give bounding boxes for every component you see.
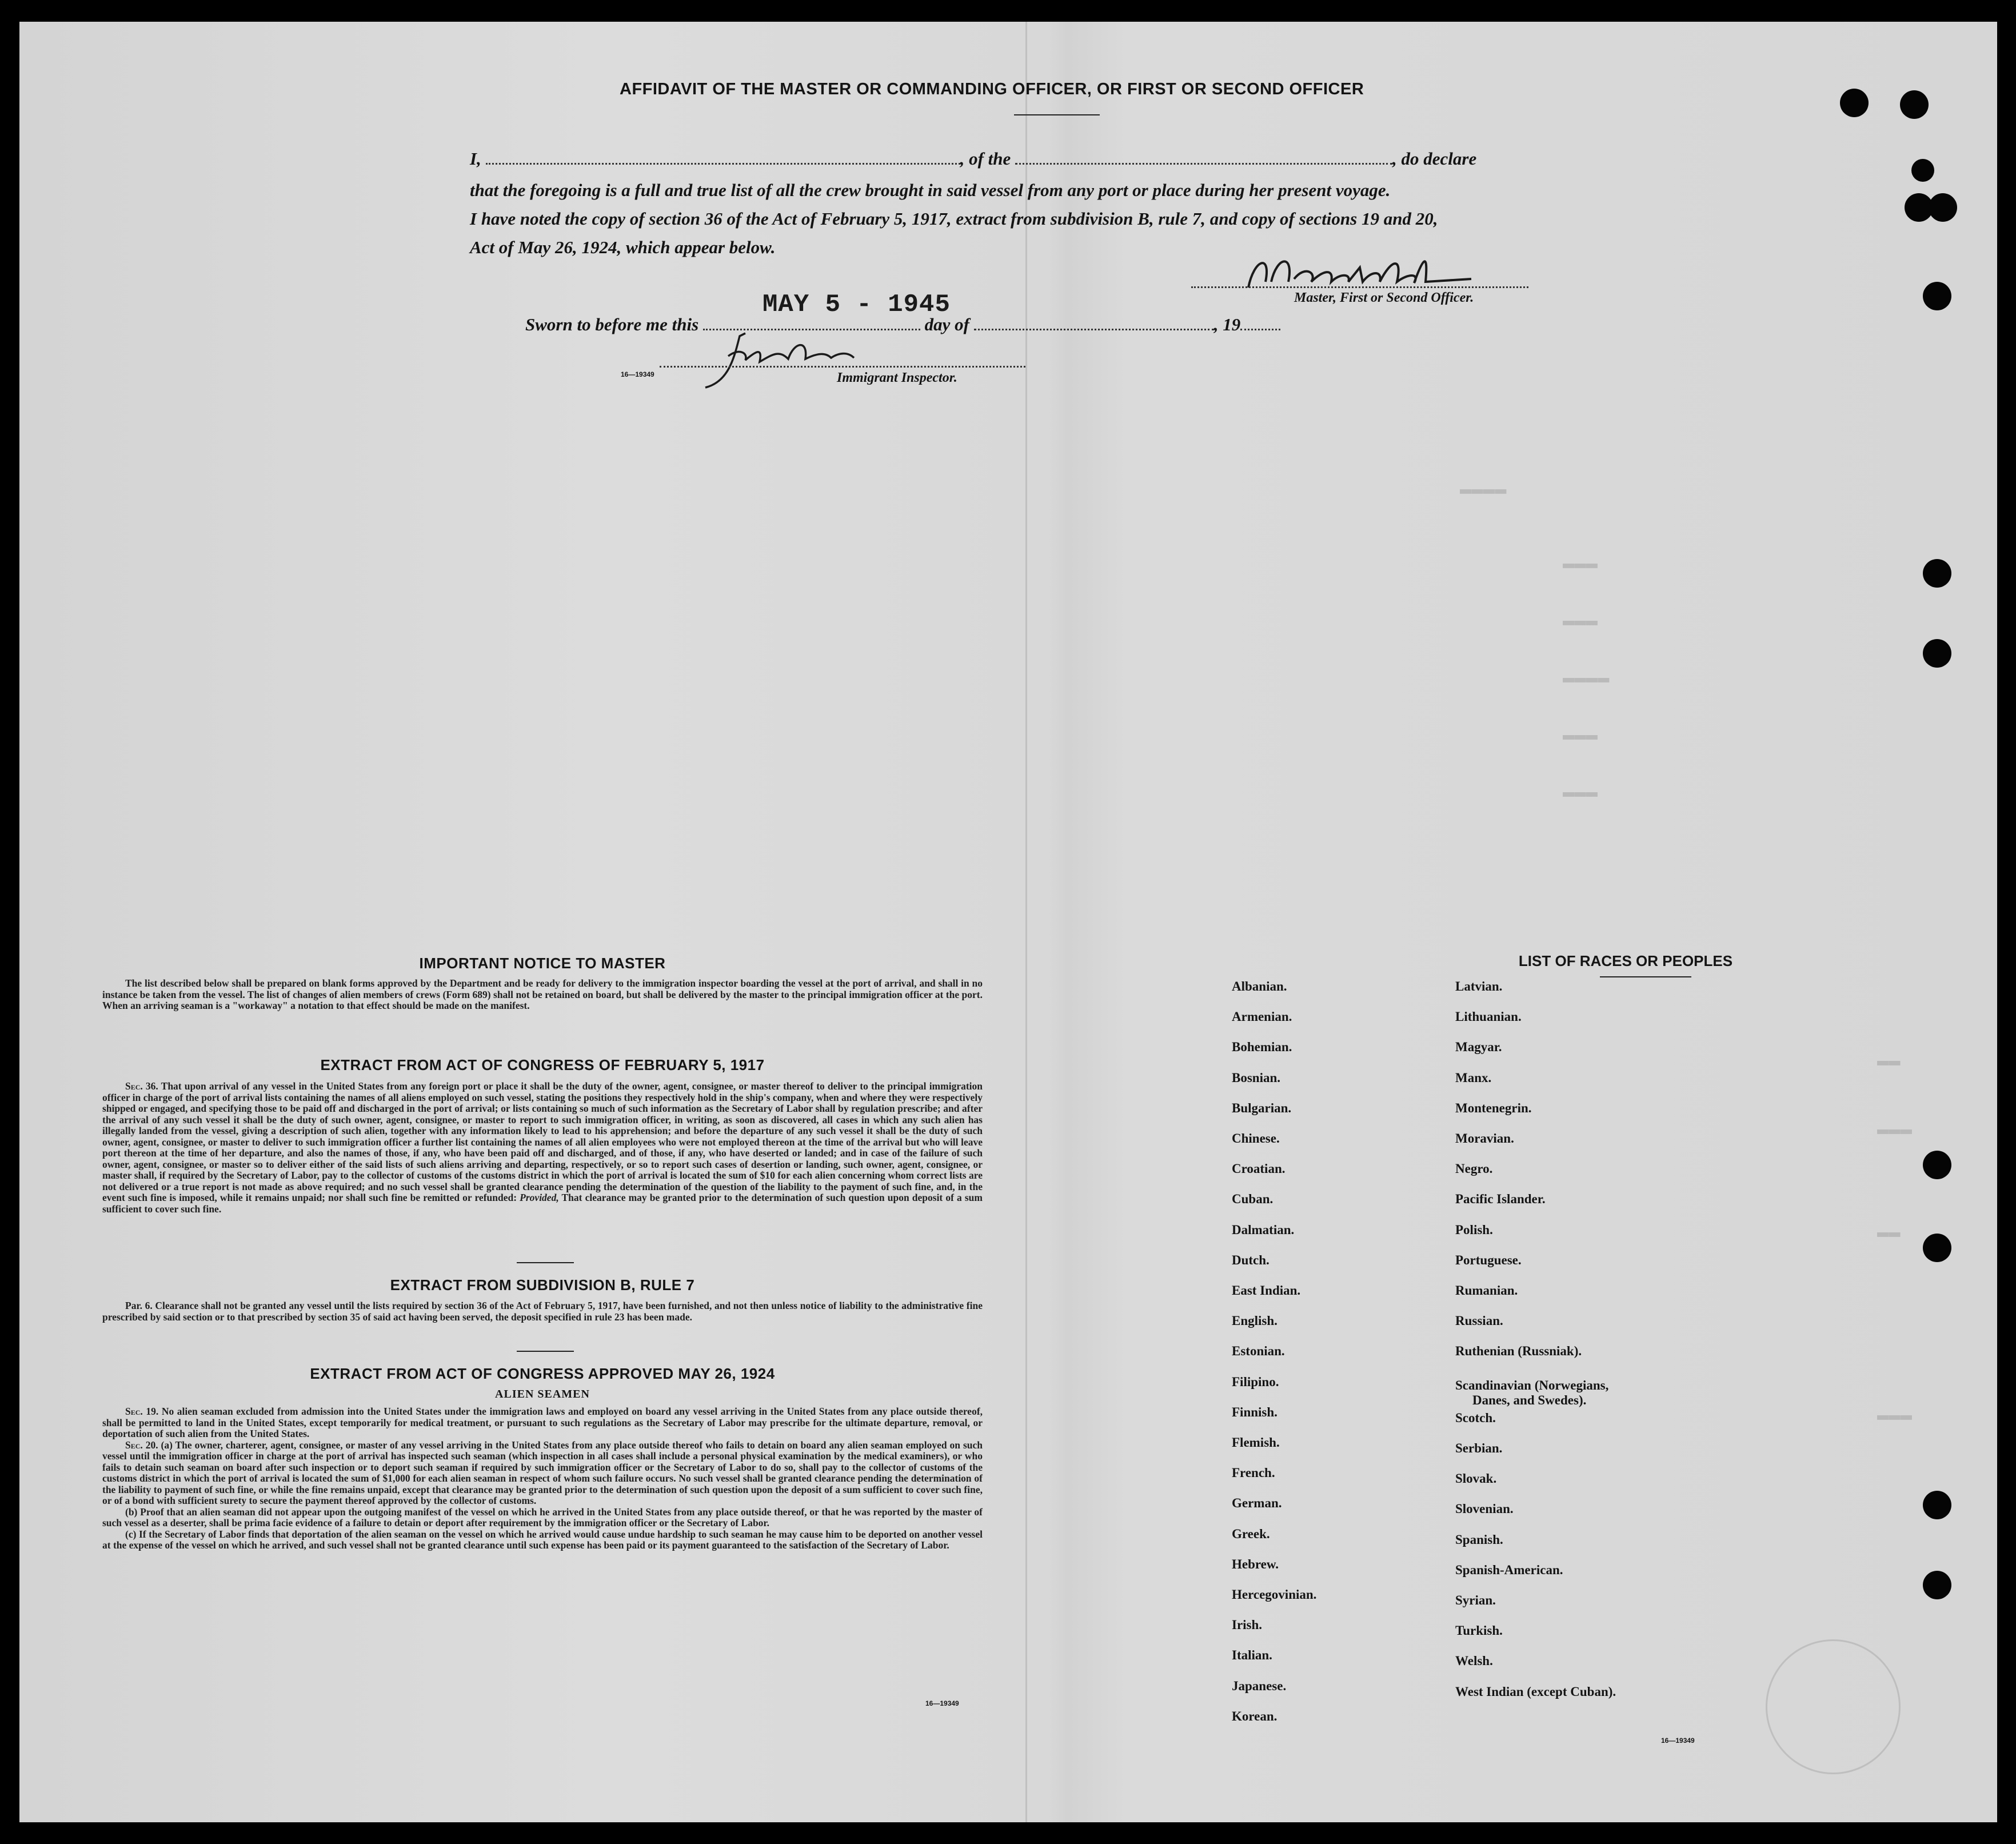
divider	[517, 1262, 574, 1263]
race-item: English.	[1232, 1314, 1278, 1328]
punch-hole	[1923, 1571, 1951, 1599]
race-item: Filipino.	[1232, 1374, 1279, 1389]
punch-hole	[1929, 193, 1957, 222]
race-item: Hercegovinian.	[1232, 1587, 1317, 1602]
sworn-line: Sworn to before me this day of , 19	[525, 310, 1326, 338]
notice-heading: IMPORTANT NOTICE TO MASTER	[419, 955, 666, 972]
bleed-through: ▬▬	[1877, 1222, 1901, 1244]
race-item: Slovenian.	[1455, 1502, 1514, 1516]
race-item: Finnish.	[1232, 1404, 1278, 1419]
bleed-through: ▬▬▬▬	[1563, 668, 1610, 689]
extract-1924-heading: EXTRACT FROM ACT OF CONGRESS APPROVED MAY 26, 1924	[310, 1365, 775, 1382]
date-stamp: MAY 5 - 1945	[763, 290, 951, 319]
race-item: Estonian.	[1232, 1344, 1285, 1359]
inspector-signature-line	[660, 366, 1025, 368]
declaration-line-4: Act of May 26, 1924, which appear below.	[470, 237, 776, 257]
punch-hole	[1923, 282, 1951, 310]
vessel-blank	[1015, 151, 1392, 165]
punch-hole	[1900, 90, 1929, 119]
race-item: Lithuanian.	[1455, 1009, 1522, 1024]
race-item: Irish.	[1232, 1618, 1263, 1633]
page-fold	[1025, 22, 1027, 1822]
race-item: Pacific Islander.	[1455, 1192, 1546, 1207]
race-item: Danes, and Swedes).	[1472, 1392, 1587, 1407]
race-item: Dutch.	[1232, 1252, 1270, 1267]
punch-hole	[1923, 1151, 1951, 1179]
bleed-through: ▬▬▬	[1563, 553, 1598, 575]
race-item: Serbian.	[1455, 1441, 1503, 1455]
race-item: Chinese.	[1232, 1131, 1280, 1145]
race-item: Portuguese.	[1455, 1252, 1522, 1267]
extract-1917-heading: EXTRACT FROM ACT OF CONGRESS OF FEBRUARY 5, 1917	[320, 1056, 765, 1073]
document-page	[19, 22, 1997, 1822]
race-item: East Indian.	[1232, 1283, 1301, 1298]
race-item: Russian.	[1455, 1314, 1503, 1328]
race-item: Croatian.	[1232, 1162, 1286, 1176]
race-item: Ruthenian (Russniak).	[1455, 1344, 1582, 1359]
declaration-line-1: I, , of the , do declare	[470, 149, 1477, 169]
race-item: Latvian.	[1455, 979, 1503, 993]
bleed-through: ▬▬▬	[1563, 725, 1598, 747]
name-blank	[486, 151, 960, 165]
form-number: 16—19349	[1661, 1737, 1695, 1745]
master-signature-line	[1191, 286, 1528, 288]
punch-hole	[1923, 1234, 1951, 1262]
race-item: Manx.	[1455, 1070, 1492, 1085]
race-item: Magyar.	[1455, 1040, 1502, 1055]
race-item: Slovak.	[1455, 1471, 1497, 1486]
race-item: Rumanian.	[1455, 1283, 1518, 1298]
race-item: Welsh.	[1455, 1654, 1493, 1669]
race-item: West Indian (except Cuban).	[1455, 1684, 1616, 1699]
race-item: Spanish.	[1455, 1532, 1503, 1547]
race-item: Albanian.	[1232, 979, 1287, 993]
race-item: Cuban.	[1232, 1192, 1274, 1207]
races-heading: LIST OF RACES OR PEOPLES	[1518, 952, 1733, 969]
punch-hole	[1923, 639, 1951, 668]
divider	[517, 1351, 574, 1352]
extract-1924-text: Sec. 19. No alien seaman excluded from admission into the United States under the immigration laws and employed on board any vessel arriving in the United States from any place outside thereof, shall be permitted to land in the United States, except temporarily for medical treatment, or pursuant to such regulations as the Secretary of Labor may prescribe for the ultimate departure, removal, or deportation of such alien from the United States. Sec. 20. (a) The owner, charterer, agent, consignee, or master of any vessel arriving in the United States from any place outside thereof who fails to detain on board any alien seaman employed on such vessel until the immigration officer in charge at the port of arrival has inspected such seaman (which inspection in all cases shall include a personal physical examination by the medical examiners), or who fails to detain such seaman on board after such inspection or to deport such seaman if required by such immigration officer or the Secretary of Labor to do so, shall pay to the collector of customs of the customs district in which the port of arrival is located the sum of $1,000 for each alien seaman in respect of whom such failure occurs. No such vessel shall be granted clearance pending the determination of the liability to payment of such fine, or while the fine remains unpaid, except that clearance may be granted prior to the determination of such question upon the deposit of a sum sufficient to cover such fine, or of a bond with sufficient surety to secure the payment thereof approved by the collector of customs. (b) Proof that an alien seaman did not appear upon the outgoing manifest of the vessel on which he arrived in the United States from any place outside thereof, or that he was reported by the master of such vessel as a deserter, shall be prima facie evidence of a failure to detain or deport after requirement by the immigration officer or the Secretary of Labor. (c) If the Secretary of Labor finds that deportation of the alien seaman on the vessel on which he arrived would cause undue hardship to such seaman he may cause him to be deported on another vessel at the expense of the vessel on which he arrived, and such vessel shall not be granted clearance until such expense has been paid or its payment guaranteed to the satisfaction of the Secretary of Labor.	[102, 1406, 983, 1551]
race-item: Scotch.	[1455, 1410, 1496, 1425]
faint-seal	[1766, 1639, 1901, 1774]
extract-1917-text: Sec. 36. That upon arrival of any vessel in the United States from any foreign port or place it shall be the duty of the owner, agent, consignee, or master thereof to deliver to the principal immigration officer in charge of the port of arrival lists containing the names of all aliens employed on such vessel, stating the positions they respectively hold in the ship's company, when and where they were respectively shipped or engaged, and specifying those to be paid off and discharged in the port of arrival; or lists containing so much of such information as the Secretary of Labor shall by regulation prescribe; and after the arrival of any such vessel it shall be the duty of such owner, agent, consignee, or master to report to such immigration officer, in writing, as soon as discovered, all cases in which any such alien has illegally landed from the vessel, giving a description of such alien, together with any information likely to lead to his apprehension; and before the departure of any such vessel it shall be the duty of such owner, agent, consignee, or master to deliver to such immigration officer a further list containing the names of all alien employees who were not employed thereon at the time of the arrival but who will leave port thereon at the time of her departure, and also the names of those, if any, who have been paid off and discharged, and of those, if any, who have deserted or landed; and in case of the failure of such owner, agent, consignee, or master so to deliver either of the said lists of such aliens arriving and departing, respectively, or so to report such cases of desertion or landing, such owner, agent, consignee, or master shall, if required by the Secretary of Labor, pay to the collector of customs of the customs district in which the port of arrival is located the sum of $10 for each alien concerning whom correct lists are not delivered or a true report is not made as above required; and no such vessel shall be granted clearance pending the determination of the question of the liability to the payment of such fine, and, in the event such fine is imposed, while it remains unpaid; nor shall such fine be remitted or refunded: Provided, That clearance may be granted prior to the determination of such question upon deposit of a sum sufficient to cover such fine.	[102, 1080, 983, 1215]
declaration-line-2: that the foregoing is a full and true list of all the crew brought in said vessel from any port or place during her present voyage.	[470, 180, 1391, 200]
race-item: Spanish-American.	[1455, 1562, 1563, 1577]
alien-seamen-subheading: ALIEN SEAMEN	[495, 1388, 590, 1400]
race-item: Syrian.	[1455, 1593, 1496, 1607]
declaration-line-3: I have noted the copy of section 36 of the Act of February 5, 1917, extract from subdivision B, rule 7, and copy of sections 19 and 20,	[470, 209, 1438, 229]
punch-hole	[1911, 159, 1934, 182]
race-item: Bosnian.	[1232, 1070, 1281, 1085]
race-item: Scandinavian (Norwegians,	[1455, 1378, 1609, 1392]
bleed-through: ▬▬	[1877, 1051, 1901, 1072]
race-item: Moravian.	[1455, 1131, 1514, 1145]
affidavit-heading: AFFIDAVIT OF THE MASTER OR COMMANDING OFFICER, OR FIRST OR SECOND OFFICER	[620, 80, 1364, 98]
master-label: Master, First or Second Officer.	[1294, 290, 1474, 305]
rule7-heading: EXTRACT FROM SUBDIVISION B, RULE 7	[390, 1276, 695, 1294]
race-item: Bulgarian.	[1232, 1100, 1292, 1115]
bleed-through: ▬▬▬	[1563, 782, 1598, 804]
bleed-through: ▬▬▬	[1563, 610, 1598, 632]
bleed-through: ▬▬▬▬	[1460, 479, 1507, 501]
punch-hole	[1923, 559, 1951, 588]
divider	[1600, 976, 1691, 977]
notice-text: The list described below shall be prepared on blank forms approved by the Department and be ready for delivery to the immigration inspector boarding the vessel at the port of arrival, and shall in no instance be taken from the vessel. The list of changes of alien members of crews (Form 689) shall not be retained on board, but shall be delivered by the master to the principal immigration officer at the port. When an arriving seaman is a "workaway" a notation to that effect should be made on the manifest.	[102, 977, 983, 1011]
race-item: Greek.	[1232, 1526, 1270, 1541]
race-item: Dalmatian.	[1232, 1222, 1295, 1237]
race-item: Italian.	[1232, 1648, 1272, 1663]
race-item: Bohemian.	[1232, 1040, 1292, 1055]
divider	[1014, 114, 1100, 115]
race-item: Turkish.	[1455, 1623, 1503, 1638]
race-item: Hebrew.	[1232, 1556, 1279, 1571]
race-item: Japanese.	[1232, 1678, 1287, 1693]
rule7-text: Par. 6. Clearance shall not be granted any vessel until the lists required by section 36 of the Act of February 5, 1917, have been furnished, and not then unless notice of liability to the administrative fine prescribed by said section or to that prescribed by section 35 of said act having been served, the deposit specified in rule 23 has been made.	[102, 1300, 983, 1323]
race-item: Armenian.	[1232, 1009, 1292, 1024]
inspector-label: Immigrant Inspector.	[837, 370, 957, 385]
form-number: 16—19349	[621, 370, 654, 378]
punch-hole	[1923, 1491, 1951, 1519]
race-item: Montenegrin.	[1455, 1100, 1532, 1115]
race-item: Negro.	[1455, 1162, 1493, 1176]
punch-hole	[1840, 89, 1869, 117]
race-item: French.	[1232, 1466, 1275, 1480]
bleed-through: ▬▬▬	[1877, 1405, 1913, 1427]
race-item: German.	[1232, 1496, 1282, 1511]
form-number: 16—19349	[925, 1699, 959, 1707]
race-item: Flemish.	[1232, 1435, 1280, 1450]
race-item: Korean.	[1232, 1709, 1278, 1723]
bleed-through: ▬▬▬	[1877, 1119, 1913, 1141]
race-item: Polish.	[1455, 1222, 1493, 1237]
